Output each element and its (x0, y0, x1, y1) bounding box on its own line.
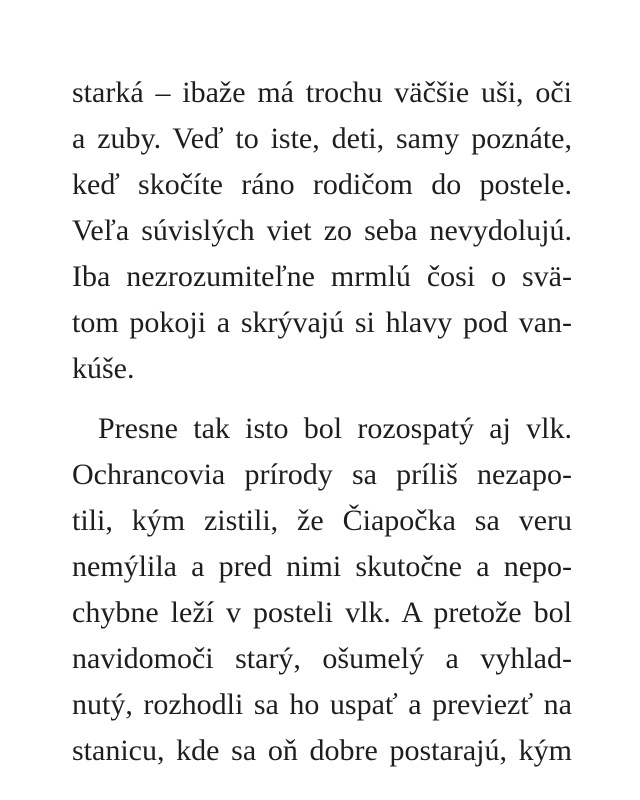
text-line: Presne tak isto bol rozospatý aj vlk. (98, 412, 572, 445)
paragraph-1 (72, 70, 572, 392)
body-text (72, 70, 572, 774)
paragraph-2 (72, 406, 572, 774)
text-line: tili, kým zistili, že Čiapočka sa veru (72, 504, 572, 537)
text-line: Ochrancovia prírody sa príliš nezapo- (72, 458, 572, 491)
text-line: stanicu, kde sa oň dobre postarajú, kým (72, 734, 572, 767)
text-line: tom pokoji a skrývajú si hlavy pod van- (72, 306, 572, 339)
text-line: navidomoči starý, ošumelý a vyhlad- (72, 642, 572, 675)
text-line: Veľa súvislých viet zo seba nevydolujú. (72, 214, 572, 247)
text-line: starká – ibaže má trochu väčšie uši, oči (72, 76, 572, 109)
text-line: keď skočíte ráno rodičom do postele. (72, 168, 572, 201)
text-line: a zuby. Veď to iste, deti, samy poznáte, (72, 122, 572, 155)
text-line: Iba nezrozumiteľne mrmlú čosi o svä- (72, 260, 572, 293)
text-line: chybne leží v posteli vlk. A pretože bol (72, 596, 572, 629)
text-line: nutý, rozhodli sa ho uspať a previezť na (72, 688, 572, 721)
text-line: nemýlila a pred nimi skutočne a nepo- (72, 550, 572, 583)
text-line: kúše. (72, 352, 135, 385)
